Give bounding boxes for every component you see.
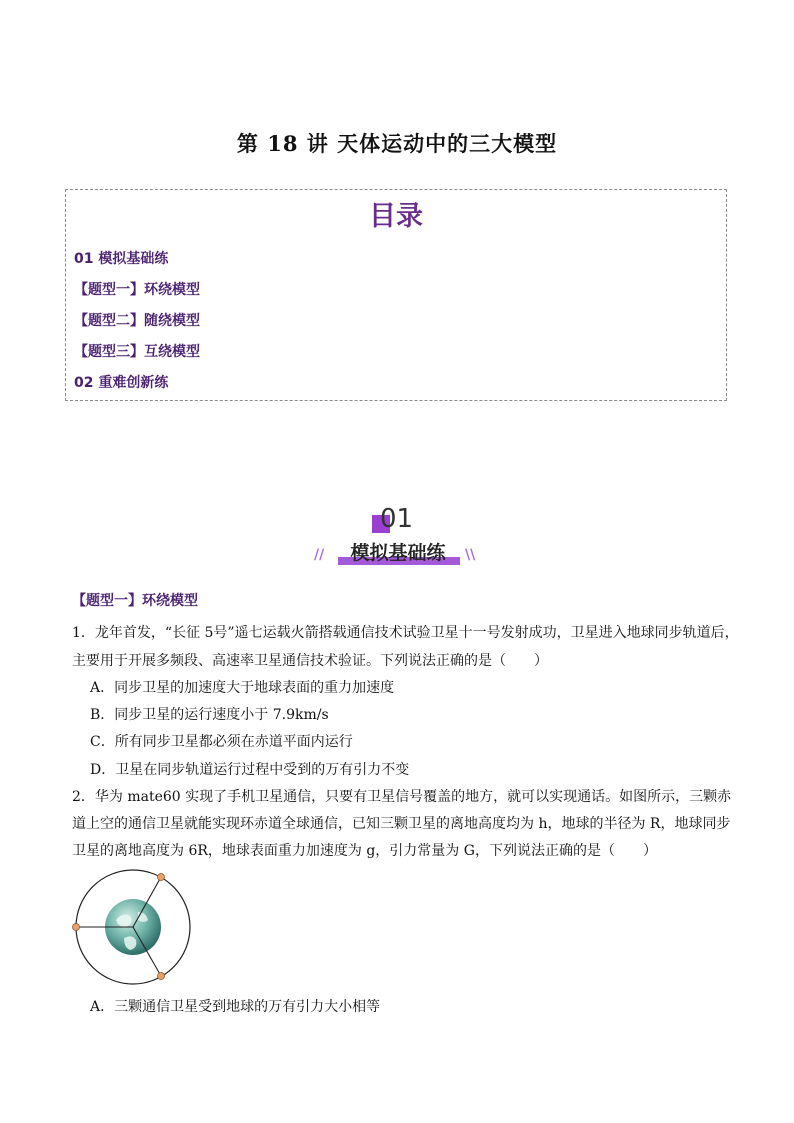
section-banner [300,500,500,570]
document-title: 第 18 讲 天体运动中的三大模型 [236,131,558,156]
section-number: 01 [380,504,414,534]
question-1-line-2: 主要用于开展多频段、高速率卫星通信技术验证。下列说法正确的是（ ） [72,653,548,669]
question-2-line-1: 2．华为 mate60 实现了手机卫星通信，只要有卫星信号覆盖的地方，就可以实现通话。如图所示，三颗赤 [72,789,732,805]
question-2-line-3: 卫星的离地高度为 6R，地球表面重力加速度为 g，引力常量为 G，下列说法正确的是（ ） [72,843,657,859]
question-1-option-a: A．同步卫星的加速度大于地球表面的重力加速度 [90,680,395,696]
satellite-2-icon [73,924,80,931]
satellite-3-icon [158,973,165,980]
satellite-1-icon [158,874,165,881]
question-1-option-b: B．同步卫星的运行速度小于 7.9km/s [90,707,329,723]
question-1-line-1: 1．龙年首发，“长征 5号”遥七运载火箭搭载通信技术试验卫星十一号发射成功，卫星进入地球同步轨道后， [72,625,739,641]
question-1-option-d: D．卫星在同步轨道运行过程中受到的万有引力不变 [90,762,410,778]
toc-item-corotation-model[interactable]: 【题型二】随绕模型 [74,313,200,329]
toc-item-binary-model[interactable]: 【题型三】互绕模型 [74,344,200,360]
question-type-heading: 【题型一】环绕模型 [72,593,198,609]
slash-decoration-right-icon: \\ [465,547,476,563]
table-of-contents [65,189,727,401]
question-1-option-c: C．所有同步卫星都必须在赤道平面内运行 [90,734,353,750]
question-2-option-a: A．三颗通信卫星受到地球的万有引力大小相等 [90,999,381,1015]
toc-item-advanced-practice[interactable]: 02 重难创新练 [74,375,169,391]
toc-heading: 目录 [369,201,423,232]
slash-decoration-left-icon: // [314,547,325,563]
toc-item-basic-practice[interactable]: 01 模拟基础练 [74,251,169,267]
question-2-line-2: 道上空的通信卫星就能实现环赤道全球通信，已知三颗卫星的离地高度均为 h，地球的半径为 R，地球同步 [72,816,731,832]
toc-item-orbit-model[interactable]: 【题型一】环绕模型 [74,282,200,298]
section-label: 模拟基础练 [350,542,446,564]
satellite-orbit-diagram [72,868,196,988]
